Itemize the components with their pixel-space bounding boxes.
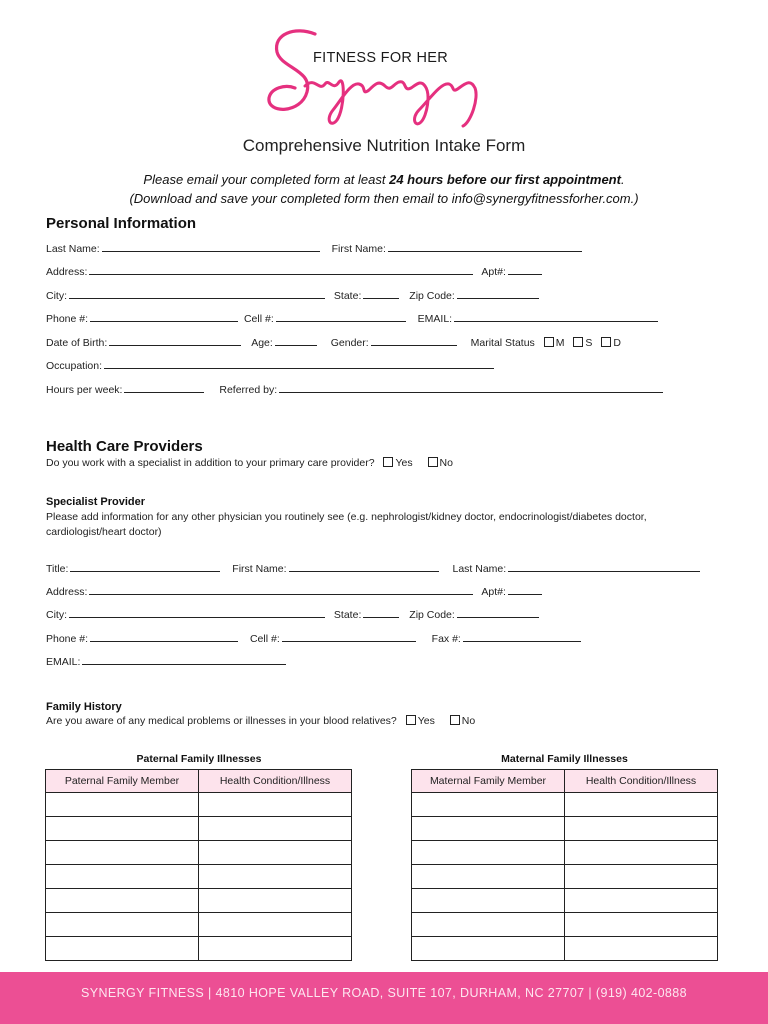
specialist-city-field[interactable] — [69, 608, 325, 618]
table-row — [412, 889, 718, 913]
family-history-heading: Family History — [46, 701, 122, 713]
paternal-condition-header: Health Condition/Illness — [199, 770, 352, 793]
marital-s-label: S — [585, 337, 593, 349]
specialist-no-label: No — [439, 457, 453, 469]
paternal-condition-cell[interactable] — [199, 793, 352, 817]
row-specialist-question — [46, 457, 453, 469]
phone-field[interactable] — [90, 312, 238, 322]
cell-field[interactable] — [276, 312, 406, 322]
specialist-email-field[interactable] — [82, 655, 286, 665]
dob-field[interactable] — [109, 336, 241, 346]
referred-label: Referred by: — [219, 384, 278, 396]
paternal-caption: Paternal Family Illnesses — [136, 753, 262, 765]
marital-status-label: Marital Status — [470, 337, 535, 349]
paternal-condition-cell[interactable] — [199, 937, 352, 961]
specialist-title-label: Title: — [46, 563, 69, 575]
cell-label: Cell #: — [243, 313, 274, 325]
last-name-label: Last Name: — [46, 243, 100, 255]
table-row — [46, 865, 352, 889]
specialist-first-name-label: First Name: — [232, 563, 287, 575]
family-yes-checkbox[interactable] — [406, 715, 416, 725]
maternal-member-header: Maternal Family Member — [412, 770, 565, 793]
paternal-member-cell[interactable] — [46, 937, 199, 961]
maternal-condition-cell[interactable] — [565, 889, 718, 913]
instructions-line-2: (Download and save your completed form then email to info@synergyfitnessforher.com.) — [129, 191, 639, 206]
maternal-member-cell[interactable] — [412, 817, 565, 841]
specialist-apt-field[interactable] — [508, 585, 542, 595]
logo-tagline: FITNESS FOR HER — [313, 50, 449, 66]
dob-label: Date of Birth: — [46, 337, 108, 349]
row-family-question — [46, 715, 475, 727]
paternal-member-cell[interactable] — [46, 889, 199, 913]
paternal-member-cell[interactable] — [46, 913, 199, 937]
row-phone — [46, 312, 661, 325]
family-no-checkbox[interactable] — [450, 715, 460, 725]
table-row — [412, 913, 718, 937]
table-row — [46, 817, 352, 841]
table-row — [46, 913, 352, 937]
maternal-member-cell[interactable] — [412, 913, 565, 937]
marital-d-label: D — [613, 337, 621, 349]
specialist-phone-field[interactable] — [90, 632, 238, 642]
maternal-member-cell[interactable] — [412, 793, 565, 817]
specialist-apt-label: Apt#: — [481, 586, 506, 598]
row-dob — [46, 336, 621, 349]
specialist-question: Do you work with a specialist in addition to your primary care provider? — [46, 457, 375, 469]
specialist-first-name-field[interactable] — [289, 562, 439, 572]
synergy-script-logo — [255, 22, 495, 130]
specialist-yes-label: Yes — [395, 457, 413, 469]
email-field[interactable] — [454, 312, 658, 322]
first-name-label: First Name: — [331, 243, 386, 255]
paternal-condition-cell[interactable] — [199, 865, 352, 889]
address-label: Address: — [46, 266, 88, 278]
first-name-field[interactable] — [388, 242, 582, 252]
specialist-last-name-field[interactable] — [508, 562, 700, 572]
paternal-header-row — [46, 770, 352, 793]
paternal-member-cell[interactable] — [46, 817, 199, 841]
last-name-field[interactable] — [102, 242, 320, 252]
row-specialist-city — [46, 608, 542, 621]
city-field[interactable] — [69, 289, 325, 299]
maternal-condition-cell[interactable] — [565, 937, 718, 961]
apt-field[interactable] — [508, 265, 542, 275]
specialist-city-label: City: — [46, 609, 67, 621]
hours-label: Hours per week: — [46, 384, 123, 396]
row-specialist-name — [46, 562, 703, 575]
specialist-email-label: EMAIL: — [46, 656, 81, 668]
occupation-label: Occupation: — [46, 360, 103, 372]
maternal-table — [411, 769, 718, 961]
referred-field[interactable] — [279, 383, 663, 393]
paternal-condition-cell[interactable] — [199, 817, 352, 841]
specialist-state-label: State: — [333, 609, 362, 621]
family-question: Are you aware of any medical problems or illnesses in your blood relatives? — [46, 715, 397, 727]
specialist-address-label: Address: — [46, 586, 88, 598]
zip-field[interactable] — [457, 289, 539, 299]
maternal-condition-cell[interactable] — [565, 913, 718, 937]
specialist-heading: Specialist Provider — [46, 496, 146, 508]
specialist-cell-field[interactable] — [282, 632, 416, 642]
hours-field[interactable] — [124, 383, 204, 393]
state-label: State: — [333, 290, 362, 302]
form-title: Comprehensive Nutrition Intake Form — [242, 136, 526, 155]
table-row — [412, 793, 718, 817]
maternal-member-cell[interactable] — [412, 841, 565, 865]
city-label: City: — [46, 290, 67, 302]
paternal-member-cell[interactable] — [46, 841, 199, 865]
personal-info-heading: Personal Information — [46, 215, 197, 232]
table-row — [412, 865, 718, 889]
row-occupation — [46, 359, 497, 372]
table-row — [412, 841, 718, 865]
specialist-phone-label: Phone #: — [46, 633, 89, 645]
specialist-last-name-label: Last Name: — [452, 563, 507, 575]
maternal-member-cell[interactable] — [412, 865, 565, 889]
row-specialist-phone — [46, 632, 584, 645]
maternal-condition-cell[interactable] — [565, 865, 718, 889]
zip-label: Zip Code: — [409, 290, 455, 302]
state-field[interactable] — [363, 289, 399, 299]
row-city — [46, 289, 542, 302]
gender-field[interactable] — [371, 336, 457, 346]
family-no-label: No — [461, 715, 476, 727]
table-row — [412, 817, 718, 841]
email-label: EMAIL: — [417, 313, 453, 325]
table-row — [46, 889, 352, 913]
row-specialist-address — [46, 585, 545, 598]
specialist-state-field[interactable] — [363, 608, 399, 618]
specialist-title-field[interactable] — [70, 562, 220, 572]
footer-bar: SYNERGY FITNESS | 4810 HOPE VALLEY ROAD, SUITE 107, DURHAM, NC 27707 | (919) 402-0888 — [0, 972, 768, 1024]
maternal-member-cell[interactable] — [412, 889, 565, 913]
maternal-condition-header: Health Condition/Illness — [565, 770, 718, 793]
row-name — [46, 242, 585, 255]
specialist-zip-field[interactable] — [457, 608, 539, 618]
marital-d-checkbox[interactable] — [601, 337, 611, 347]
apt-label: Apt#: — [481, 266, 506, 278]
family-yes-label: Yes — [417, 715, 435, 727]
phone-label: Phone #: — [46, 313, 89, 325]
instructions-line-1: Please email your completed form at least 24 hours before our first appointment. — [143, 172, 625, 187]
maternal-header-row — [412, 770, 718, 793]
occupation-field[interactable] — [104, 359, 494, 369]
maternal-condition-cell[interactable] — [565, 841, 718, 865]
specialist-fax-field[interactable] — [463, 632, 581, 642]
maternal-condition-cell[interactable] — [565, 817, 718, 841]
maternal-condition-cell[interactable] — [565, 793, 718, 817]
logo — [255, 22, 495, 130]
maternal-caption: Maternal Family Illnesses — [501, 753, 628, 765]
specialist-cell-label: Cell #: — [249, 633, 280, 645]
paternal-condition-cell[interactable] — [199, 841, 352, 865]
table-row — [46, 937, 352, 961]
table-row — [46, 841, 352, 865]
maternal-member-cell[interactable] — [412, 937, 565, 961]
specialist-no-checkbox[interactable] — [428, 457, 438, 467]
specialist-fax-label: Fax #: — [431, 633, 461, 645]
row-address — [46, 265, 545, 278]
age-label: Age: — [251, 337, 273, 349]
specialist-address-field[interactable] — [89, 585, 473, 595]
specialist-yes-checkbox[interactable] — [383, 457, 393, 467]
marital-s-checkbox[interactable] — [573, 337, 583, 347]
paternal-condition-cell[interactable] — [199, 889, 352, 913]
paternal-member-cell[interactable] — [46, 793, 199, 817]
paternal-condition-cell[interactable] — [199, 913, 352, 937]
table-row — [46, 793, 352, 817]
age-field[interactable] — [275, 336, 317, 346]
address-field[interactable] — [89, 265, 473, 275]
paternal-member-cell[interactable] — [46, 865, 199, 889]
table-row — [412, 937, 718, 961]
row-hours — [46, 383, 666, 396]
providers-heading: Health Care Providers — [46, 438, 203, 455]
row-specialist-email — [46, 655, 289, 668]
marital-m-checkbox[interactable] — [544, 337, 554, 347]
gender-label: Gender: — [330, 337, 369, 349]
paternal-member-header: Paternal Family Member — [46, 770, 199, 793]
marital-m-label: M — [555, 337, 565, 349]
specialist-zip-label: Zip Code: — [409, 609, 455, 621]
paternal-table — [45, 769, 352, 961]
specialist-description: Please add information for any other physician you routinely see (e.g. nephrologist/kidney doctor, endocrinologist/diabetes doctor, cardiologist/heart doctor) — [46, 511, 647, 538]
